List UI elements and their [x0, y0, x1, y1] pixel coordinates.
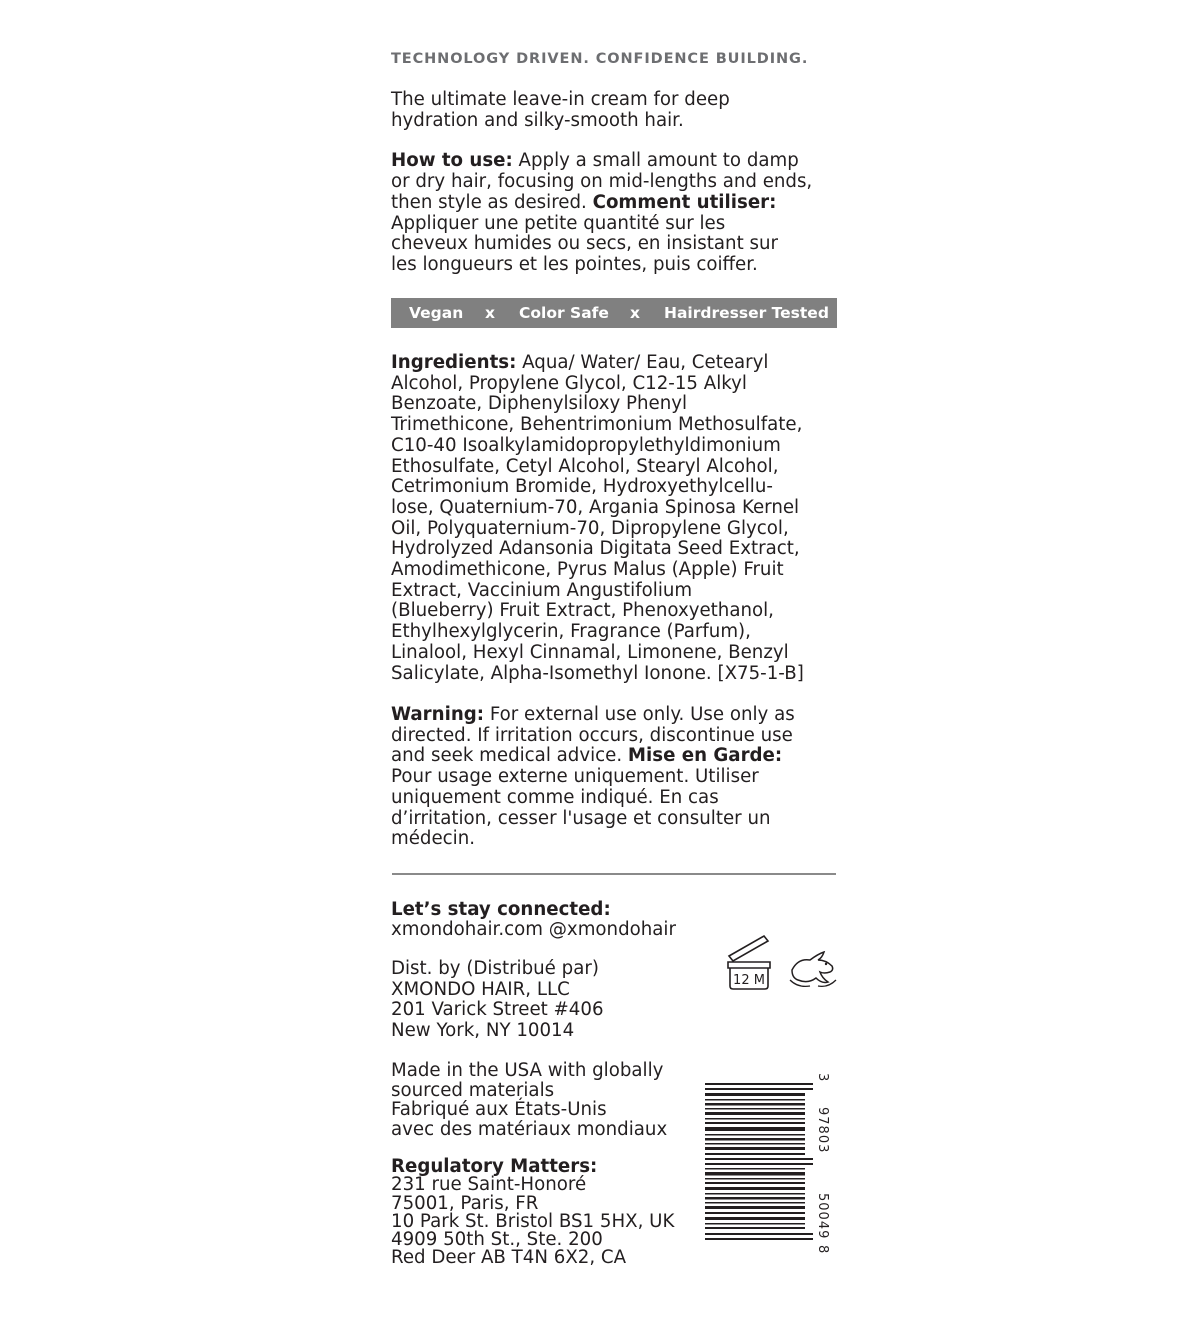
mise-en-garde-label: Mise en Garde:	[627, 745, 783, 767]
ingredient-line: Ethosulfate, Cetyl Alcohol, Stearyl Alcohol,	[391, 455, 779, 477]
distributor-text	[391, 959, 711, 1041]
warning-line: directed. If irritation occurs, discontinue use	[391, 724, 793, 746]
made-in-line: Fabriqué aux États-Unis	[391, 1099, 607, 1120]
distributor-section	[391, 959, 711, 1041]
ingredients-label: Ingredients:	[391, 352, 517, 373]
how-to-use	[391, 151, 841, 275]
pao-label: 12 M	[733, 973, 765, 988]
barcode-digit: 3	[815, 1073, 830, 1083]
badge-vegan: Vegan	[409, 304, 464, 322]
ingredient-line: Cetrimonium Bromide, Hydroxyethylcellu-	[391, 476, 773, 498]
barcode-digit: 97803	[815, 1107, 830, 1154]
regulatory-line: Red Deer AB T4N 6X2, CA	[391, 1247, 627, 1269]
intro-line: The ultimate leave-in cream for deep	[391, 89, 730, 110]
ingredient-line: lose, Quaternium-70, Argania Spinosa Kernel	[391, 496, 800, 518]
regulatory-label: Regulatory Matters:	[391, 1156, 598, 1177]
ingredient-line: Amodimethicone, Pyrus Malus (Apple) Fruit	[391, 559, 784, 581]
regulatory-text	[391, 1158, 711, 1268]
tagline: TECHNOLOGY DRIVEN. CONFIDENCE BUILDING.	[391, 51, 809, 67]
regulatory-section	[391, 1158, 711, 1268]
distributor-line: New York, NY 10014	[391, 1019, 575, 1041]
top-section	[391, 48, 841, 276]
how-to-line: then style as desired.	[391, 191, 593, 213]
ingredient-line: Linalool, Hexyl Cinnamal, Limonene, Benzyl	[391, 641, 789, 663]
barcode-digit: 8	[815, 1245, 830, 1255]
made-in-line: Made in the USA with globally	[391, 1060, 664, 1081]
badge-color-safe: Color Safe	[519, 304, 609, 322]
ingredient-line: Salicylate, Alpha-Isomethyl Ionone. [X75-1-B]	[391, 662, 804, 684]
open-jar-icon	[724, 934, 774, 992]
how-to-fr-line: Appliquer une petite quantité sur les	[391, 212, 726, 234]
warning-fr-line: uniquement comme indiqué. En cas	[391, 786, 719, 808]
made-in-text	[391, 1061, 711, 1139]
made-in-line: sourced materials	[391, 1079, 555, 1101]
warning-fr-line: médecin.	[391, 828, 476, 850]
distributor-line: XMONDO HAIR, LLC	[391, 978, 570, 1000]
intro-line: hydration and silky-smooth hair.	[391, 109, 684, 131]
how-to-fr-line: cheveux humides ou secs, en insistant sur	[391, 233, 778, 255]
regulatory-line: 4909 50th St., Ste. 200	[391, 1229, 603, 1251]
regulatory-line: 10 Park St. Bristol BS1 5HX, UK	[391, 1210, 675, 1232]
warning-line: and seek medical advice.	[391, 745, 628, 767]
made-in-section	[391, 1061, 711, 1139]
warning-fr-line: d’irritation, cesser l'usage et consulter un	[391, 807, 771, 829]
connect-text	[391, 900, 711, 939]
distributor-line: Dist. by (Distribué par)	[391, 958, 599, 979]
ingredient-line: (Blueberry) Fruit Extract, Phenoxyethanol,	[391, 600, 774, 622]
ingredients-text	[391, 353, 846, 684]
leaping-bunny-icon	[788, 950, 838, 990]
connect-section	[391, 900, 711, 939]
badge-separator: x	[630, 304, 640, 322]
warning-line: For external use only. Use only as	[484, 704, 795, 725]
ingredient-line: Trimethicone, Behentrimonium Methosulfate,	[391, 414, 803, 436]
how-to-line: or dry hair, focusing on mid-lengths and ends,	[391, 171, 813, 193]
comment-utiliser-label: Comment utiliser:	[592, 191, 777, 213]
how-to-line: Apply a small amount to damp	[512, 150, 799, 172]
claims-banner	[391, 298, 837, 328]
divider	[392, 873, 836, 875]
ingredient-line: Extract, Vaccinium Angustifolium	[391, 579, 693, 601]
warning-label: Warning:	[391, 704, 485, 725]
badge-separator: x	[485, 304, 495, 322]
ingredient-line: Hydrolyzed Adansonia Digitata Seed Extract,	[391, 538, 800, 560]
ingredients-section	[391, 353, 846, 684]
distributor-line: 201 Varick Street #406	[391, 999, 604, 1020]
connect-handles: xmondohair.com @xmondohair	[391, 918, 676, 940]
ingredient-line: Oil, Polyquaternium-70, Dipropylene Glycol,	[391, 517, 789, 539]
badge-hairdresser-tested: Hairdresser Tested	[664, 304, 829, 322]
barcode-digit: 50049	[815, 1193, 830, 1240]
ingredient-line: Ethylhexylglycerin, Fragrance (Parfum),	[391, 621, 751, 643]
regulatory-line: 231 rue Saint-Honoré	[391, 1174, 587, 1196]
warning-section	[391, 705, 841, 850]
warning-text	[391, 705, 841, 850]
connect-label: Let’s stay connected:	[391, 899, 611, 920]
ingredient-line: Alcohol, Propylene Glycol, C12-15 Alkyl	[391, 372, 747, 394]
warning-fr-line: Pour usage externe uniquement. Utiliser	[391, 766, 759, 788]
how-to-fr-line: les longueurs et les pointes, puis coiffer.	[391, 253, 758, 275]
ingredient-line: C10-40 Isoalkylamidopropylethyldimonium	[391, 434, 781, 456]
regulatory-line: 75001, Paris, FR	[391, 1192, 539, 1214]
intro-text	[391, 90, 841, 131]
ingredient-line: Benzoate, Diphenylsiloxy Phenyl	[391, 393, 688, 415]
ingredient-line: Aqua/ Water/ Eau, Cetearyl	[516, 352, 769, 373]
how-to-use-label: How to use:	[391, 150, 513, 172]
barcode-digits	[812, 1073, 832, 1253]
barcode	[705, 1083, 813, 1243]
made-in-line: avec des matériaux mondiaux	[391, 1118, 668, 1140]
